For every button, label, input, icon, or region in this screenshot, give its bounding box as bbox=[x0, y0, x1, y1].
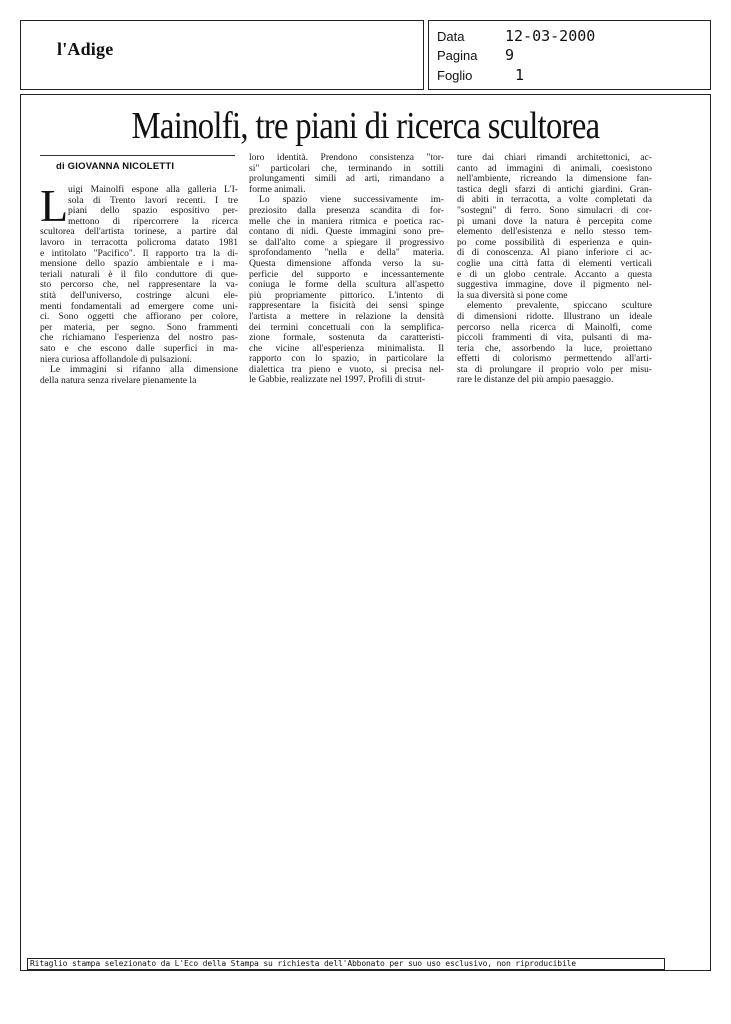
article-text-line: prolungamenti simili ad arti, rimandano a bbox=[249, 174, 444, 185]
meta-row-page bbox=[437, 46, 514, 64]
byline-divider bbox=[40, 155, 235, 156]
article-text-line: stità dell'universo, costringe alcuni ele- bbox=[40, 290, 238, 301]
article-text-line: niera curiosa affollandole di pulsazioni. bbox=[40, 354, 192, 365]
article-text-line: sprofondamento "nella e della" materia. bbox=[249, 248, 444, 259]
article-text-line: percorso nella ricerca di Mainolfi, come bbox=[457, 322, 652, 333]
article-text-line: di di conoscenza. Al piano inferiore ci ac- bbox=[457, 248, 652, 259]
article-text-line: l'artista a mettere in relazione la densità bbox=[249, 311, 444, 322]
article-text-line: coglie una città fatta di elementi verticali bbox=[457, 258, 652, 269]
article-text-line: nell'ambiente, ricreando la dimensione fan- bbox=[457, 174, 652, 185]
article-text-line: contano di nidi. Queste immagini sono pre- bbox=[249, 227, 444, 238]
article-text-line: Lo spazio viene successivamente im- bbox=[259, 195, 444, 206]
masthead-box bbox=[20, 20, 424, 90]
article-text-line: perficie del supporto e incessantemente bbox=[249, 269, 444, 280]
article-text-line: rappresentare la fisicità dei sensi spinge bbox=[249, 301, 444, 312]
article-text-line: più propriamente pittorico. L'intento di bbox=[249, 290, 444, 301]
article-text-line: pi umani dove la natura è percepita come bbox=[457, 216, 652, 227]
article-text-line: e intitolato "Pacifico". Il rapporto tra la di- bbox=[40, 248, 238, 259]
article-text-line: e di un globo centrale. Accanto a questa bbox=[457, 269, 652, 280]
article-text-line: piani dello spazio espositivo per- bbox=[68, 206, 238, 217]
article-text-line: elemento prevalente, spiccano sculture bbox=[467, 301, 652, 312]
drop-cap: L bbox=[40, 180, 69, 231]
article-text-line: coniuga le forme della scultura all'aspetto bbox=[249, 280, 444, 291]
article-text-line: dei termini concettuali con la semplifica- bbox=[249, 322, 444, 333]
meta-value: 1 bbox=[515, 66, 525, 84]
article-text-line: mensione dello spazio ambientale e i ma- bbox=[40, 259, 238, 270]
article-text-line: Le immagini si rifanno alla dimensione bbox=[50, 365, 238, 376]
article-text-line: che richiamano l'esperienza del nostro pas- bbox=[40, 333, 238, 344]
article-text-line: rare le distanze del più ampio paesaggio. bbox=[457, 375, 614, 386]
meta-label: Data bbox=[437, 28, 465, 44]
article-text-line: po come possibilità di esperienza e quin- bbox=[457, 237, 652, 248]
article-text-line: che vicine all'esperienza minimalista. Il bbox=[249, 343, 444, 354]
article-text-line: della natura senza rivelare pienamente la bbox=[40, 375, 197, 386]
article-text-line: loro identità. Prendono consistenza "tor- bbox=[249, 153, 444, 163]
article-text-line: teria che, assorbendo la luce, proiettano bbox=[457, 343, 652, 354]
newspaper-name: l'Adige bbox=[57, 39, 114, 59]
article-text-line: scultorea dell'artista torinese, a partire dal bbox=[40, 227, 238, 238]
article-text-line: uigi Mainolfi espone alla galleria L'I- bbox=[68, 185, 238, 195]
article-text-line: zione formale, sostenuta da caratteristi- bbox=[249, 333, 444, 344]
meta-value: 9 bbox=[505, 46, 515, 64]
meta-label: Pagina bbox=[437, 47, 478, 63]
meta-label: Foglio bbox=[437, 67, 473, 83]
article-byline: di GIOVANNA NICOLETTI bbox=[56, 161, 175, 172]
article-text-line: dialettica tra pieno e vuoto, si precisa nel- bbox=[249, 364, 444, 375]
article-text-line: teriali naturali è il filo conduttore di que- bbox=[40, 269, 238, 280]
article-text-line: le Gabbie, realizzate nel 1997. Profili di strut- bbox=[249, 375, 426, 386]
meta-row-date bbox=[437, 27, 595, 45]
article-column-3 bbox=[457, 153, 652, 386]
article-text-line: piccoli frammenti di vita, pulsanti di ma- bbox=[457, 333, 652, 344]
article-text-line: rapporto con lo spazio, in particolare la bbox=[249, 354, 444, 365]
article-headline: Mainolfi, tre piani di ricerca scultorea bbox=[131, 105, 600, 147]
article-text-line: "sostegni" di ferro. Sono simulacri di cor- bbox=[457, 205, 652, 216]
article-text-line: si" particolari che, terminando in sottili bbox=[249, 163, 444, 174]
article-column-1 bbox=[40, 180, 238, 386]
article-text-line: mettono di ripercorrere la ricerca bbox=[68, 216, 238, 227]
article-text-line: di dimensioni ridotte. Illustrano un ideale bbox=[457, 311, 652, 322]
article-text-line: di abiti in terracotta, a volte completati da bbox=[457, 195, 652, 206]
article-text-line: forme animali. bbox=[249, 184, 306, 195]
article-text-line: canto ad immagini di animali, coesistono bbox=[457, 163, 652, 174]
article-text-line: elemento dell'esistenza e nello stesso tem- bbox=[457, 227, 652, 238]
article-text-line: preziosito dalla presenza scandita di for- bbox=[249, 205, 444, 216]
article-text-line: tastica degli sfarzi di antichi giardini. Gran- bbox=[457, 184, 652, 195]
article-text-line: menti fondamentali ad emergere come uni- bbox=[40, 301, 238, 312]
meta-value: 12-03-2000 bbox=[505, 27, 596, 45]
article-text-line: sto percorso che, nel rappresentare la va- bbox=[40, 280, 238, 291]
footer-notice: Ritaglio stampa selezionato da L'Eco della Stampa su richiesta dell'Abbonato per suo uso esclusivo, non riproducibile bbox=[30, 959, 576, 968]
article-text-line: per materia, per segno. Sono frammenti bbox=[40, 322, 238, 333]
article-text-line: sato e che escono dalle superfici in ma- bbox=[40, 343, 238, 354]
article-text-line: effetti di colorismo permettendo all'arti- bbox=[457, 354, 652, 365]
article-column-2 bbox=[249, 153, 444, 386]
article-text-line: ture dai chiari rimandi architettonici, ac- bbox=[457, 153, 652, 163]
meta-row-sheet bbox=[437, 66, 524, 84]
article-text-line: se dall'alto come a spiegare il progressivo bbox=[249, 237, 444, 248]
article-text-line: lavoro in terracotta policroma datato 1981 bbox=[40, 237, 238, 248]
clipping-metadata-box bbox=[428, 20, 711, 90]
article-text-line: suggestiva immagine, dove il pigmento nel- bbox=[457, 280, 652, 291]
article-text-line: sola di Trento lavori recenti. I tre bbox=[68, 195, 238, 206]
article-text-line: ci. Sono oggetti che affiorano per colore, bbox=[40, 312, 238, 323]
article-text-line: melle che in maniera ritmica e poetica rac- bbox=[249, 216, 444, 227]
article-text-line: la sua diversità si pone come bbox=[457, 290, 568, 301]
article-text-line: Questa dimensione affonda verso la su- bbox=[249, 258, 444, 269]
article-text-line: sta di prolungare il proprio volo per misu- bbox=[457, 364, 652, 375]
